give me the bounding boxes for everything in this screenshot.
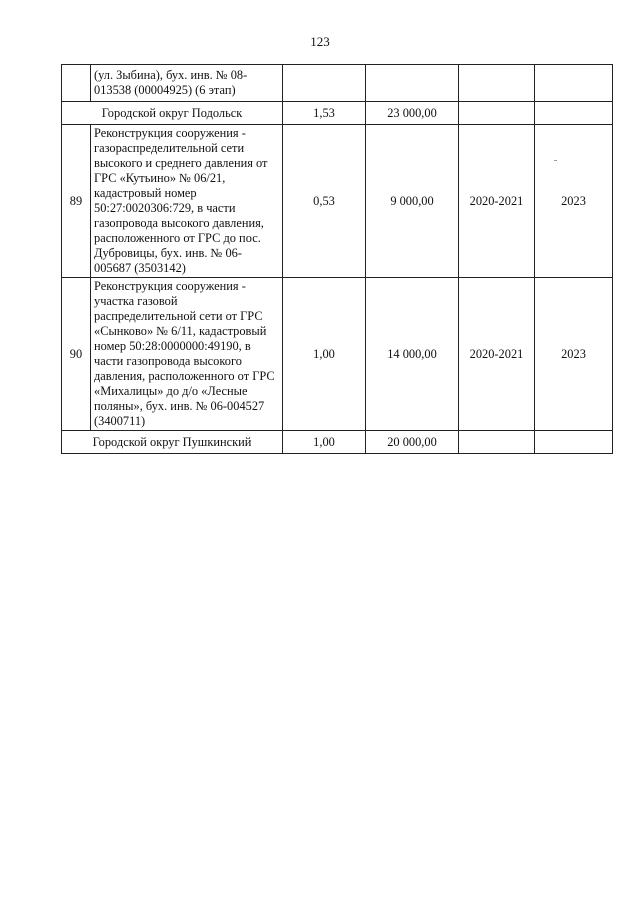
summary-length: 1,53 xyxy=(283,102,366,125)
table-row xyxy=(62,125,613,278)
gas-network-table xyxy=(61,64,613,454)
row-cost-cell xyxy=(366,65,459,102)
summary-year-cell xyxy=(535,431,613,454)
table-row-pushkinsky-total xyxy=(62,431,613,454)
page-number: 123 xyxy=(310,34,330,49)
row-length: 0,53 xyxy=(283,125,366,278)
row-length: 1,00 xyxy=(283,278,366,431)
row-year: 2023 xyxy=(535,278,613,431)
row-period: 2020-2021 xyxy=(459,125,535,278)
row-description: (ул. Зыбина), бух. инв. № 08-013538 (00004925) (6 этап) xyxy=(91,65,283,102)
table-row-continuation xyxy=(62,65,613,102)
row-cost: 9 000,00 xyxy=(366,125,459,278)
summary-label: Городской округ Пушкинский xyxy=(62,431,283,454)
row-year-cell xyxy=(535,65,613,102)
row-period-cell xyxy=(459,65,535,102)
row-number-cell xyxy=(62,65,91,102)
row-description: Реконструкция сооружения - участка газовой распределительной сети от ГРС «Сынково» № 6/11, кадастровый номер 50:28:0000000:49190, в части газопровода высокого давления, расположенного от ГРС «Михалицы» до д/о «Лесные поляны», бух. инв. № 06-004527 (3400711) xyxy=(91,278,283,431)
summary-period-cell xyxy=(459,431,535,454)
summary-cost: 20 000,00 xyxy=(366,431,459,454)
summary-length: 1,00 xyxy=(283,431,366,454)
row-length-cell xyxy=(283,65,366,102)
summary-label: Городской округ Подольск xyxy=(62,102,283,125)
summary-year-cell xyxy=(535,102,613,125)
table-row-podolsk-total xyxy=(62,102,613,125)
row-cost: 14 000,00 xyxy=(366,278,459,431)
row-number: 90 xyxy=(62,278,91,431)
row-period: 2020-2021 xyxy=(459,278,535,431)
summary-cost: 23 000,00 xyxy=(366,102,459,125)
row-description: Реконструкция сооружения - газораспределительной сети высокого и среднего давления от ГРС «Кутьино» № 06/21, кадастровый номер 50:27:0020306:729, в части газопровода высокого давления, расположенного от ГРС до пос. Дубровицы, бух. инв. № 06-005687 (3503142) xyxy=(91,125,283,278)
scan-speck xyxy=(554,160,557,161)
row-number: 89 xyxy=(62,125,91,278)
summary-period-cell xyxy=(459,102,535,125)
row-year: 2023 xyxy=(535,125,613,278)
table-row xyxy=(62,278,613,431)
